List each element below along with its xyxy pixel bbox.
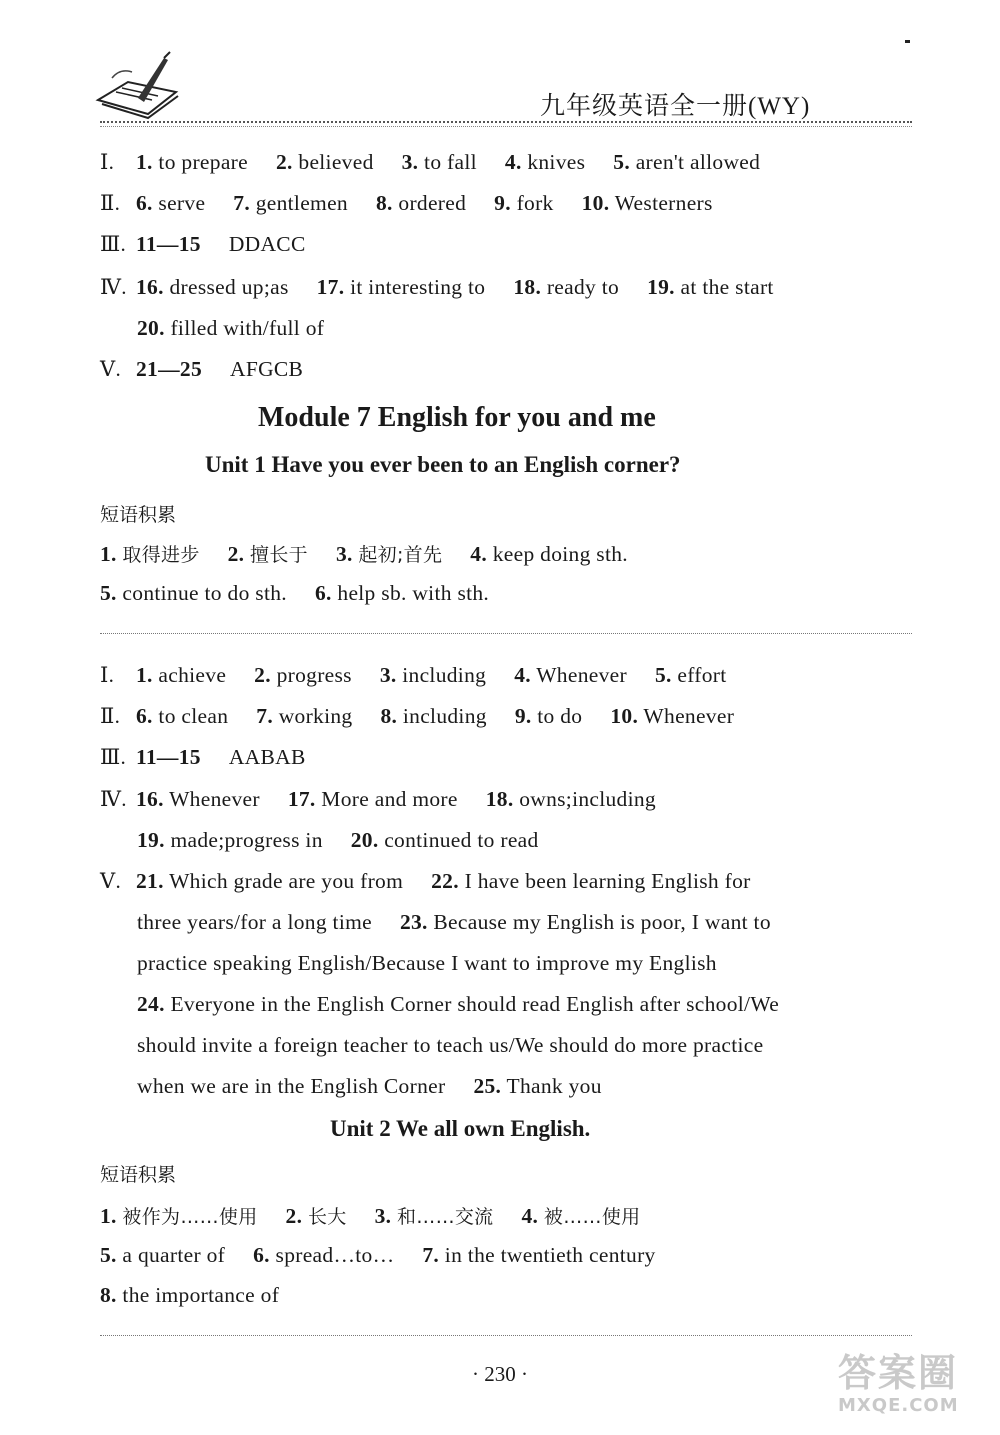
corner-mark bbox=[905, 40, 910, 43]
header-rule bbox=[100, 121, 912, 123]
phrase-line: 8. the importance of bbox=[100, 1283, 280, 1307]
roman-numeral: Ⅴ. bbox=[100, 357, 122, 381]
roman-numeral: Ⅰ. bbox=[100, 663, 115, 687]
phrase-line: 1. 取得进步 2. 擅长于 3. 起初;首先 4. keep doing sth. bbox=[100, 542, 628, 566]
section-label: 短语积累 bbox=[100, 1164, 177, 1186]
answer-line: Ⅱ. 6. serve 7. gentlemen 8. ordered 9. fork 10. Westerners bbox=[100, 191, 713, 215]
phrase-line: 5. continue to do sth. 6. help sb. with sth. bbox=[100, 581, 490, 605]
answer-line: Ⅰ. 1. achieve 2. progress 3. including 4. Whenever 5. effort bbox=[100, 663, 727, 687]
section-divider bbox=[100, 1335, 912, 1336]
unit-title: Unit 2 We all own English. bbox=[330, 1116, 591, 1141]
roman-numeral: Ⅱ. bbox=[100, 704, 121, 728]
answer-line: 24. Everyone in the English Corner should read English after school/We bbox=[137, 992, 780, 1016]
answer-line: should invite a foreign teacher to teach us/We should do more practice bbox=[137, 1033, 764, 1057]
header-rule-secondary bbox=[100, 126, 912, 127]
roman-numeral: Ⅴ. bbox=[100, 869, 122, 893]
section-divider bbox=[100, 633, 912, 634]
section-label: 短语积累 bbox=[100, 504, 177, 526]
watermark-bottom: MXQE.COM bbox=[838, 1395, 959, 1416]
answer-line: 19. made;progress in 20. continued to read bbox=[137, 828, 539, 852]
phrase-line: 5. a quarter of 6. spread…to… 7. in the twentieth century bbox=[100, 1243, 656, 1267]
notebook-pen-icon bbox=[92, 48, 182, 120]
roman-numeral: Ⅳ. bbox=[100, 275, 127, 299]
answer-line: Ⅴ. 21—25 AFGCB bbox=[100, 357, 304, 381]
book-title: 九年级英语全一册(WY) bbox=[540, 93, 811, 120]
answer-line: Ⅴ. 21. Which grade are you from 22. I have been learning English for bbox=[100, 869, 751, 893]
unit-title: Unit 1 Have you ever been to an English corner? bbox=[205, 452, 681, 477]
phrase-line: 1. 被作为……使用 2. 长大 3. 和……交流 4. 被……使用 bbox=[100, 1204, 641, 1228]
roman-numeral: Ⅳ. bbox=[100, 787, 127, 811]
answer-line: Ⅲ. 11—15 DDACC bbox=[100, 232, 306, 256]
answer-line: three years/for a long time 23. Because my English is poor, I want to bbox=[137, 910, 771, 934]
answer-line: Ⅲ. 11—15 AABAB bbox=[100, 745, 306, 769]
roman-numeral: Ⅲ. bbox=[100, 232, 127, 256]
answer-line: Ⅳ. 16. Whenever 17. More and more 18. owns;including bbox=[100, 787, 656, 811]
roman-numeral: Ⅰ. bbox=[100, 150, 115, 174]
answer-line: Ⅰ. 1. to prepare 2. believed 3. to fall 4. knives 5. aren't allowed bbox=[100, 150, 761, 174]
answer-line: Ⅳ. 16. dressed up;as 17. it interesting to 18. ready to 19. at the start bbox=[100, 275, 774, 299]
answer-line: Ⅱ. 6. to clean 7. working 8. including 9. to do 10. Whenever bbox=[100, 704, 735, 728]
watermark bbox=[838, 1342, 988, 1422]
answer-line: when we are in the English Corner 25. Thank you bbox=[137, 1074, 602, 1098]
page-number: · 230 · bbox=[472, 1362, 528, 1386]
module-title: Module 7 English for you and me bbox=[258, 402, 656, 433]
roman-numeral: Ⅲ. bbox=[100, 745, 127, 769]
answer-line: practice speaking English/Because I want to improve my English bbox=[137, 951, 717, 975]
answer-line: 20. filled with/full of bbox=[137, 316, 325, 340]
roman-numeral: Ⅱ. bbox=[100, 191, 121, 215]
watermark-top: 答案圈 bbox=[838, 1351, 959, 1395]
